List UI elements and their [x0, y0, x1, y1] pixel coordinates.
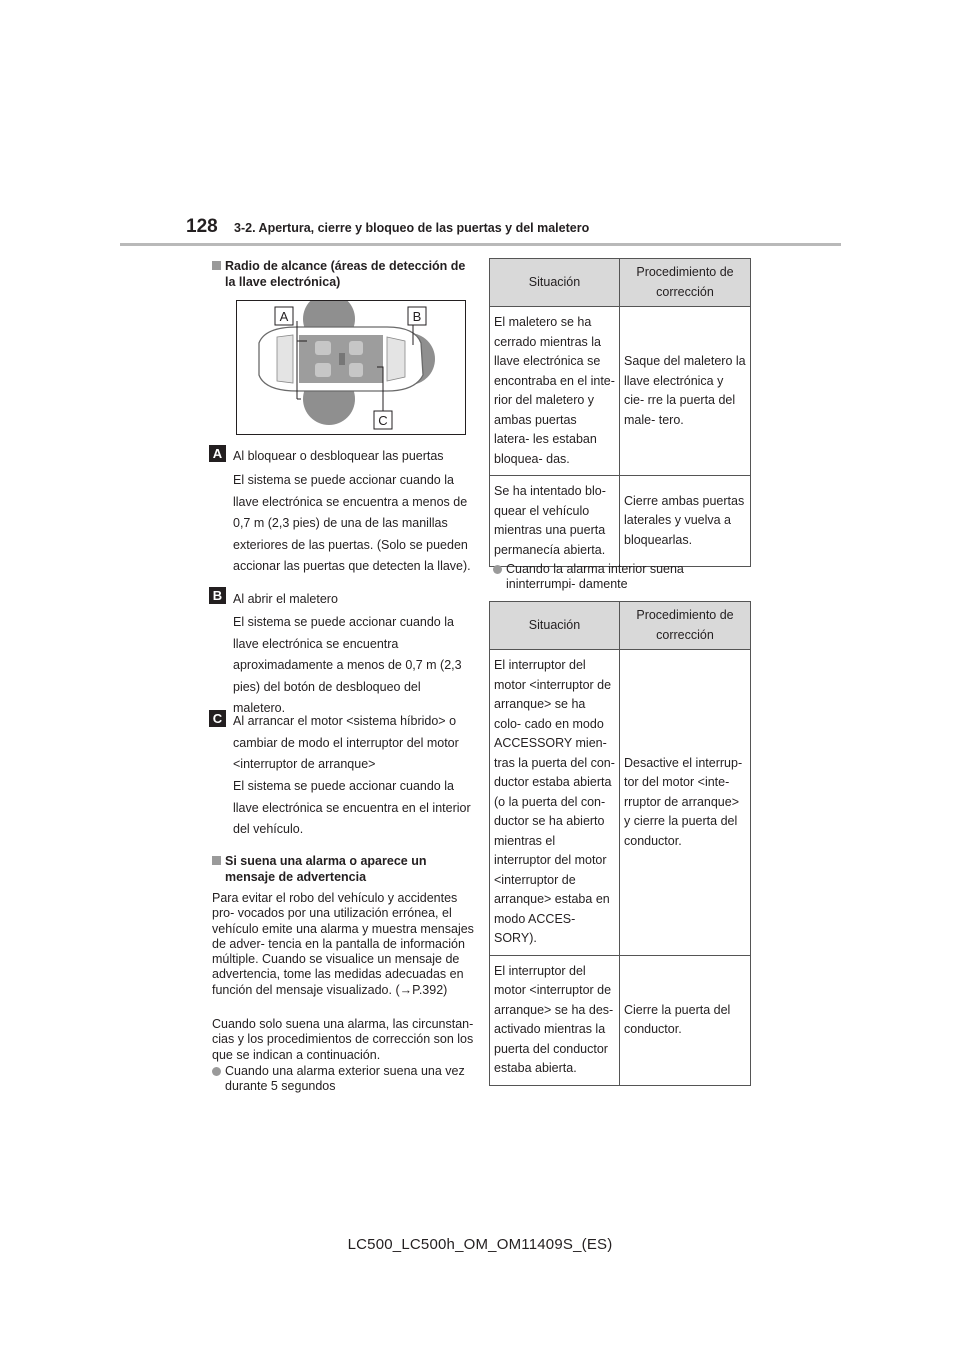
- label-c: C: [378, 413, 388, 428]
- interior-alarm-bullet: Cuando la alarma interior suena ininterrumpi- damente: [506, 562, 754, 592]
- seat: [315, 363, 331, 377]
- table-cell: Cierre la puerta del conductor.: [620, 955, 751, 1085]
- label-a: A: [279, 309, 289, 324]
- table-header-row: [490, 259, 751, 307]
- page-number: 128: [186, 216, 218, 237]
- table-cell: Desactive el interrup- tor del motor <inte- rruptor de arranque> y cierre la puerta del conductor.: [620, 650, 751, 956]
- item-c-title: Al arrancar el motor <sistema híbrido> o cambiar de modo el interruptor del motor <interruptor de arranque>: [233, 714, 459, 772]
- table-cell: Cierre ambas puertas laterales y vuelva a bloquearlas.: [620, 476, 751, 567]
- item-a-body: El sistema se puede accionar cuando la llave electrónica se encuentra a menos de 0,7 m (2,3 pies) de una de las manillas exteriores de las puertas. (Solo se pueden accionar las puertas que detecten la llave).: [233, 473, 471, 574]
- item-b-body: El sistema se puede accionar cuando la llave electrónica se encuentra aproximadamente a menos de 0,7 m (2,3 pies) del botón de desbloqueo del maletero.: [233, 615, 462, 716]
- seat: [349, 363, 363, 377]
- document-code-footer: LC500_LC500h_OM_OM11409S_(ES): [347, 1236, 613, 1253]
- column-header: Situación: [490, 602, 620, 650]
- table-header-row: [490, 602, 751, 650]
- detection-area-figure: [236, 300, 466, 435]
- tag-b: B: [209, 587, 226, 604]
- alarm-paragraph-2: Cuando solo suena una alarma, las circunstan- cias y los procedimientos de corrección son los que se indican a continuación.: [212, 1017, 474, 1062]
- range-heading: Radio de alcance (áreas de detección de la llave electrónica): [225, 258, 470, 290]
- section-title: 3-2. Apertura, cierre y bloqueo de las puertas y del maletero: [234, 221, 590, 235]
- label-b: B: [412, 309, 422, 324]
- rear-window: [387, 337, 405, 381]
- car-top-view-diagram: [237, 301, 464, 433]
- alarm-heading: Si suena una alarma o aparece un mensaje de advertencia: [225, 853, 470, 885]
- tag-a: A: [209, 445, 226, 462]
- table-row: [490, 476, 751, 567]
- column-header: Situación: [490, 259, 620, 307]
- table-cell: El interruptor del motor <interruptor de arranque> se ha colo- cado en modo ACCESSORY mien- tras la puerta del con- ductor estaba abierta (o la puerta del con- ductor se ha abierto mientras el interruptor del motor <interruptor de arranque> estaba en modo ACCES- SORY).: [490, 650, 620, 956]
- windshield: [277, 335, 293, 383]
- center-console: [339, 353, 345, 365]
- table-cell: El interruptor del motor <interruptor de arranque> se ha des- activado mientras la puerta del conductor estaba abierta.: [490, 955, 620, 1085]
- table-row: [490, 955, 751, 1085]
- item-a-title: Al bloquear o desbloquear las puertas: [233, 449, 444, 463]
- exterior-alarm-bullet: Cuando una alarma exterior suena una vez durante 5 segundos: [225, 1064, 470, 1094]
- seat: [315, 341, 331, 355]
- item-b-title: Al abrir el maletero: [233, 592, 338, 606]
- square-bullet-icon: [212, 856, 221, 865]
- seat: [349, 341, 363, 355]
- column-header: Procedimiento de corrección: [620, 602, 751, 650]
- table-cell: Se ha intentado blo- quear el vehículo mientras una puerta permanecía abierta.: [490, 476, 620, 567]
- table-cell: Saque del maletero la llave electrónica y cie- rre la puerta del male- tero.: [620, 307, 751, 476]
- table-row: [490, 650, 751, 956]
- table-row: [490, 307, 751, 476]
- circle-bullet-icon: [212, 1067, 221, 1076]
- circle-bullet-icon: [493, 565, 502, 574]
- situation-table-2: [489, 601, 751, 1086]
- column-header: Procedimiento de corrección: [620, 259, 751, 307]
- tag-c: C: [209, 710, 226, 727]
- header-divider: [120, 243, 841, 246]
- alarm-paragraph-1: Para evitar el robo del vehículo y accidentes pro- vocados por una utilización errónea, el vehículo emite una alarma y muestra mensajes de adver- tencia en la pantalla de información múltiple. Cuando se visualice un mensaje de advertencia, tome las medidas adecuadas en función del mensaje visualizado. (→P.392): [212, 891, 474, 997]
- item-c-body: El sistema se puede accionar cuando la llave electrónica se encuentra en el interior del vehículo.: [233, 779, 471, 837]
- situation-table-1: [489, 258, 751, 567]
- table-cell: El maletero se ha cerrado mientras la llave electrónica se encontraba en el inte- rior del maletero y ambas puertas latera- les estaban bloquea- das.: [490, 307, 620, 476]
- square-bullet-icon: [212, 261, 221, 270]
